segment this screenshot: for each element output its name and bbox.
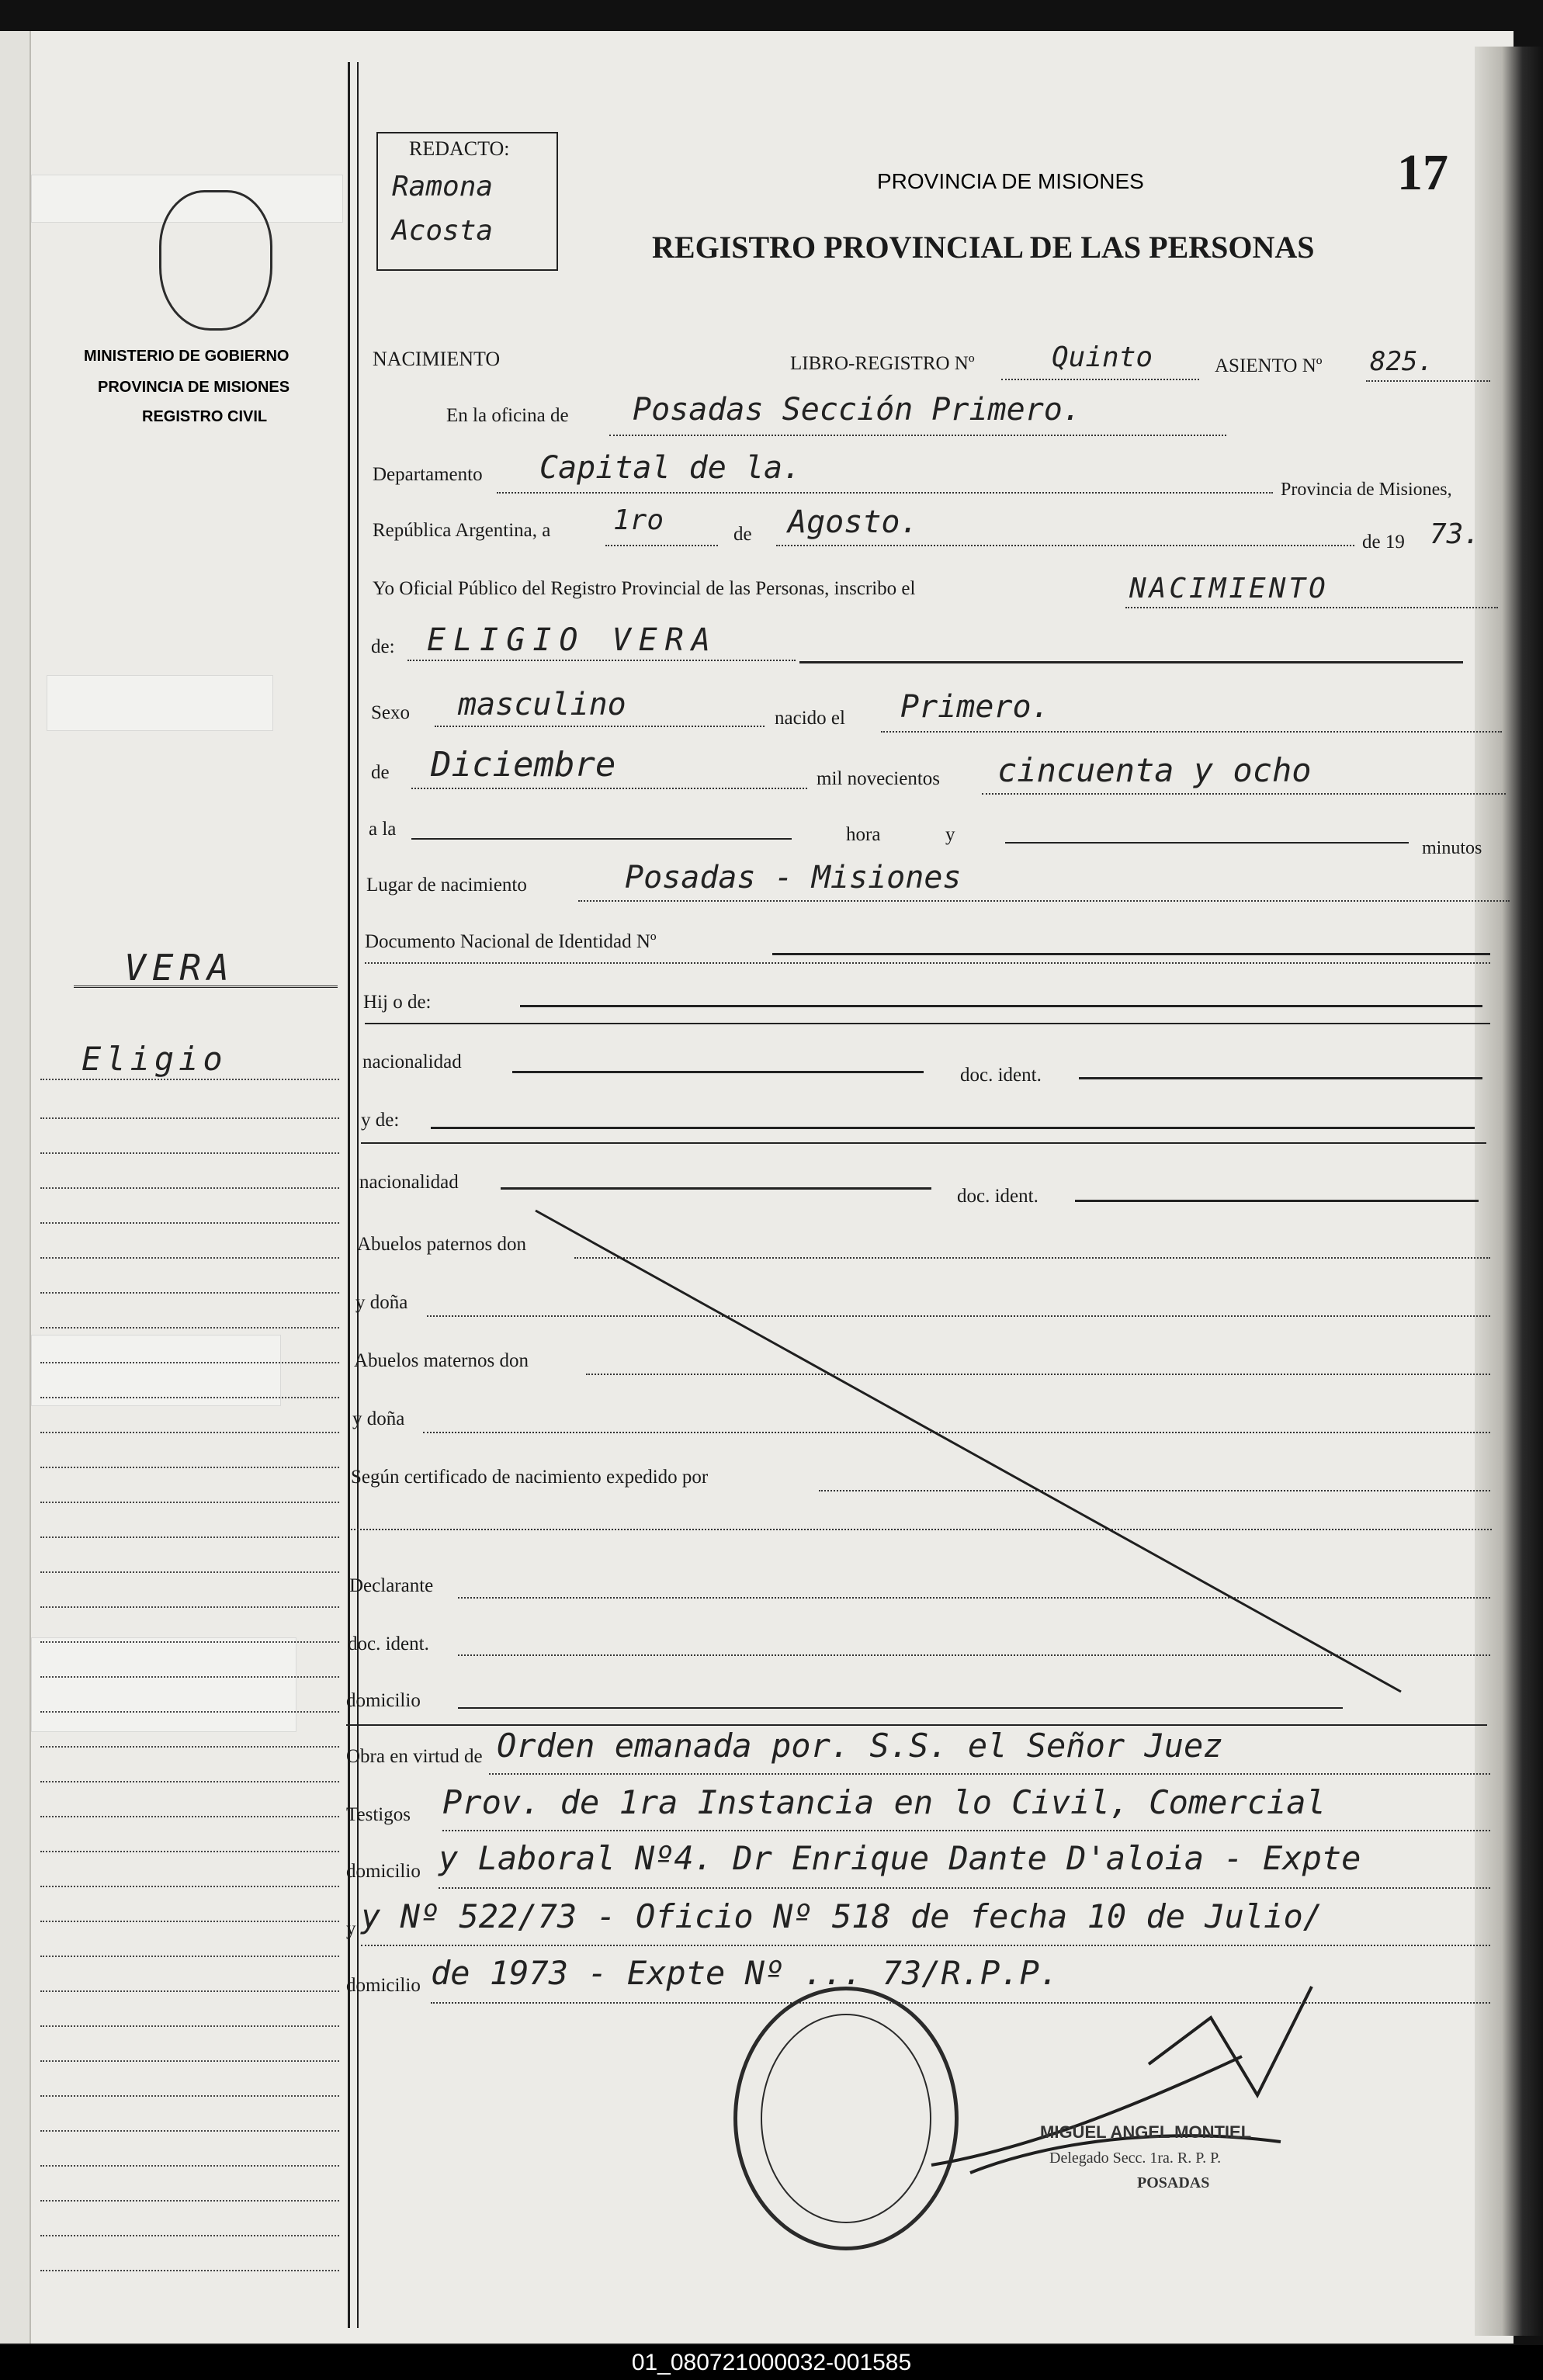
dni-label: Documento Nacional de Identidad Nº (365, 931, 657, 952)
hijo-label: Hij o de: (363, 992, 432, 1013)
abuelos-paternos-label: Abuelos paternos don (357, 1234, 527, 1255)
de-mes-label: de (371, 762, 390, 783)
doc-ident-label: doc. ident. (960, 1065, 1042, 1086)
asiento-value: 825. (1370, 346, 1434, 377)
obra-line-4: y Nº 522/73 - Oficio Nº 518 de fecha 10 de Julio/ (361, 1897, 1323, 1935)
nombre-value: ELIGIO VERA (427, 622, 718, 658)
mes-value: Agosto. (788, 504, 919, 540)
declarante-label: Declarante (349, 1575, 434, 1596)
republica-label: República Argentina, a (373, 520, 551, 541)
nacionalidad2-label: nacionalidad (359, 1172, 459, 1193)
doc-ident3-label: doc. ident. (348, 1633, 429, 1654)
nacido-label: nacido el (775, 708, 845, 729)
redacto-name-1: Ramona (392, 171, 494, 203)
domicilio2-label: domicilio (346, 1861, 421, 1882)
redacto-name-2: Acosta (392, 215, 494, 247)
sexo-value: masculino (458, 687, 626, 722)
image-caption: 01_080721000032-001585 (0, 2345, 1543, 2380)
nacido-value: Primero. (900, 689, 1050, 725)
signatory-place: POSADAS (1137, 2174, 1210, 2191)
de-label: de (733, 524, 752, 545)
obra-line-3: y Laboral Nº4. Dr Enrique Dante D'aloia - Expte (439, 1839, 1361, 1877)
y-label: y (945, 824, 955, 845)
y-dona-label: y doña (355, 1292, 408, 1313)
testigos-label: Testigos (346, 1804, 411, 1825)
minutos-label: minutos (1422, 838, 1482, 858)
nacido-mes-value: Diciembre (431, 745, 616, 785)
hora-label: hora (846, 824, 881, 845)
signatory-title: Delegado Secc. 1ra. R. P. P. (1049, 2150, 1222, 2167)
stub-ministry: MINISTERIO DE GOBIERNO (84, 348, 290, 365)
obra-line-1: Orden emanada por. S.S. el Señor Juez (497, 1727, 1223, 1765)
acto-value: NACIMIENTO (1129, 573, 1329, 605)
stub-registry: REGISTRO CIVIL (142, 408, 268, 425)
oficina-label: En la oficina de (446, 405, 569, 426)
departamento-label: Departamento (373, 464, 483, 485)
oficial-label: Yo Oficial Público del Registro Provincial de las Personas, inscribo el (373, 578, 916, 599)
abuelos-maternos-label: Abuelos maternos don (354, 1350, 529, 1371)
stub-given-name: Eligio (81, 1040, 227, 1078)
provincia-suffix: Provincia de Misiones, (1281, 480, 1452, 500)
y-de-label: y de: (361, 1110, 400, 1131)
lugar-value: Posadas - Misiones (625, 860, 962, 896)
anio-value: 73. (1430, 518, 1481, 550)
stub-province: PROVINCIA DE MISIONES (98, 379, 290, 396)
obra-label: Obra en virtud de (346, 1746, 483, 1767)
de-nombre-label: de: (371, 636, 395, 657)
libro-label: LIBRO-REGISTRO Nº (790, 353, 975, 374)
lugar-label: Lugar de nacimiento (366, 875, 527, 896)
dia-value: 1ro (613, 504, 664, 536)
domicilio3-label: domicilio (346, 1975, 421, 1996)
departamento-value: Capital de la. (539, 450, 802, 486)
type-label: NACIMIENTO (373, 348, 501, 370)
doc-ident2-label: doc. ident. (957, 1186, 1038, 1207)
domicilio-label: domicilio (346, 1690, 421, 1711)
page-number: 17 (1397, 144, 1448, 201)
segun-label: Según certificado de nacimiento expedido por (351, 1467, 709, 1488)
y2-label: y (346, 1918, 356, 1939)
y-dona2-label: y doña (352, 1408, 405, 1429)
anio-label: de 19 (1362, 532, 1405, 553)
sexo-label: Sexo (371, 702, 410, 723)
obra-line-2: Prov. de 1ra Instancia en lo Civil, Comercial (442, 1783, 1326, 1821)
header-province: PROVINCIA DE MISIONES (877, 169, 1144, 193)
a-la-label: a la (369, 819, 397, 840)
asiento-label: ASIENTO Nº (1215, 355, 1323, 376)
stub-surname: VERA (124, 947, 235, 989)
obra-line-5: de 1973 - Expte Nº ... 73/R.P.P. (431, 1954, 1059, 1992)
redacto-label: REDACTO: (409, 137, 510, 160)
oficina-value: Posadas Sección Primero. (633, 392, 1081, 428)
nacionalidad-label: nacionalidad (362, 1051, 462, 1072)
signatory-name: MIGUEL ANGEL MONTIEL (1040, 2122, 1252, 2142)
mil-label: mil novecientos (817, 768, 940, 789)
nacido-anio-value: cincuenta y ocho (997, 751, 1312, 789)
header-registry-title: REGISTRO PROVINCIAL DE LAS PERSONAS (652, 230, 1315, 265)
libro-value: Quinto (1052, 341, 1153, 373)
